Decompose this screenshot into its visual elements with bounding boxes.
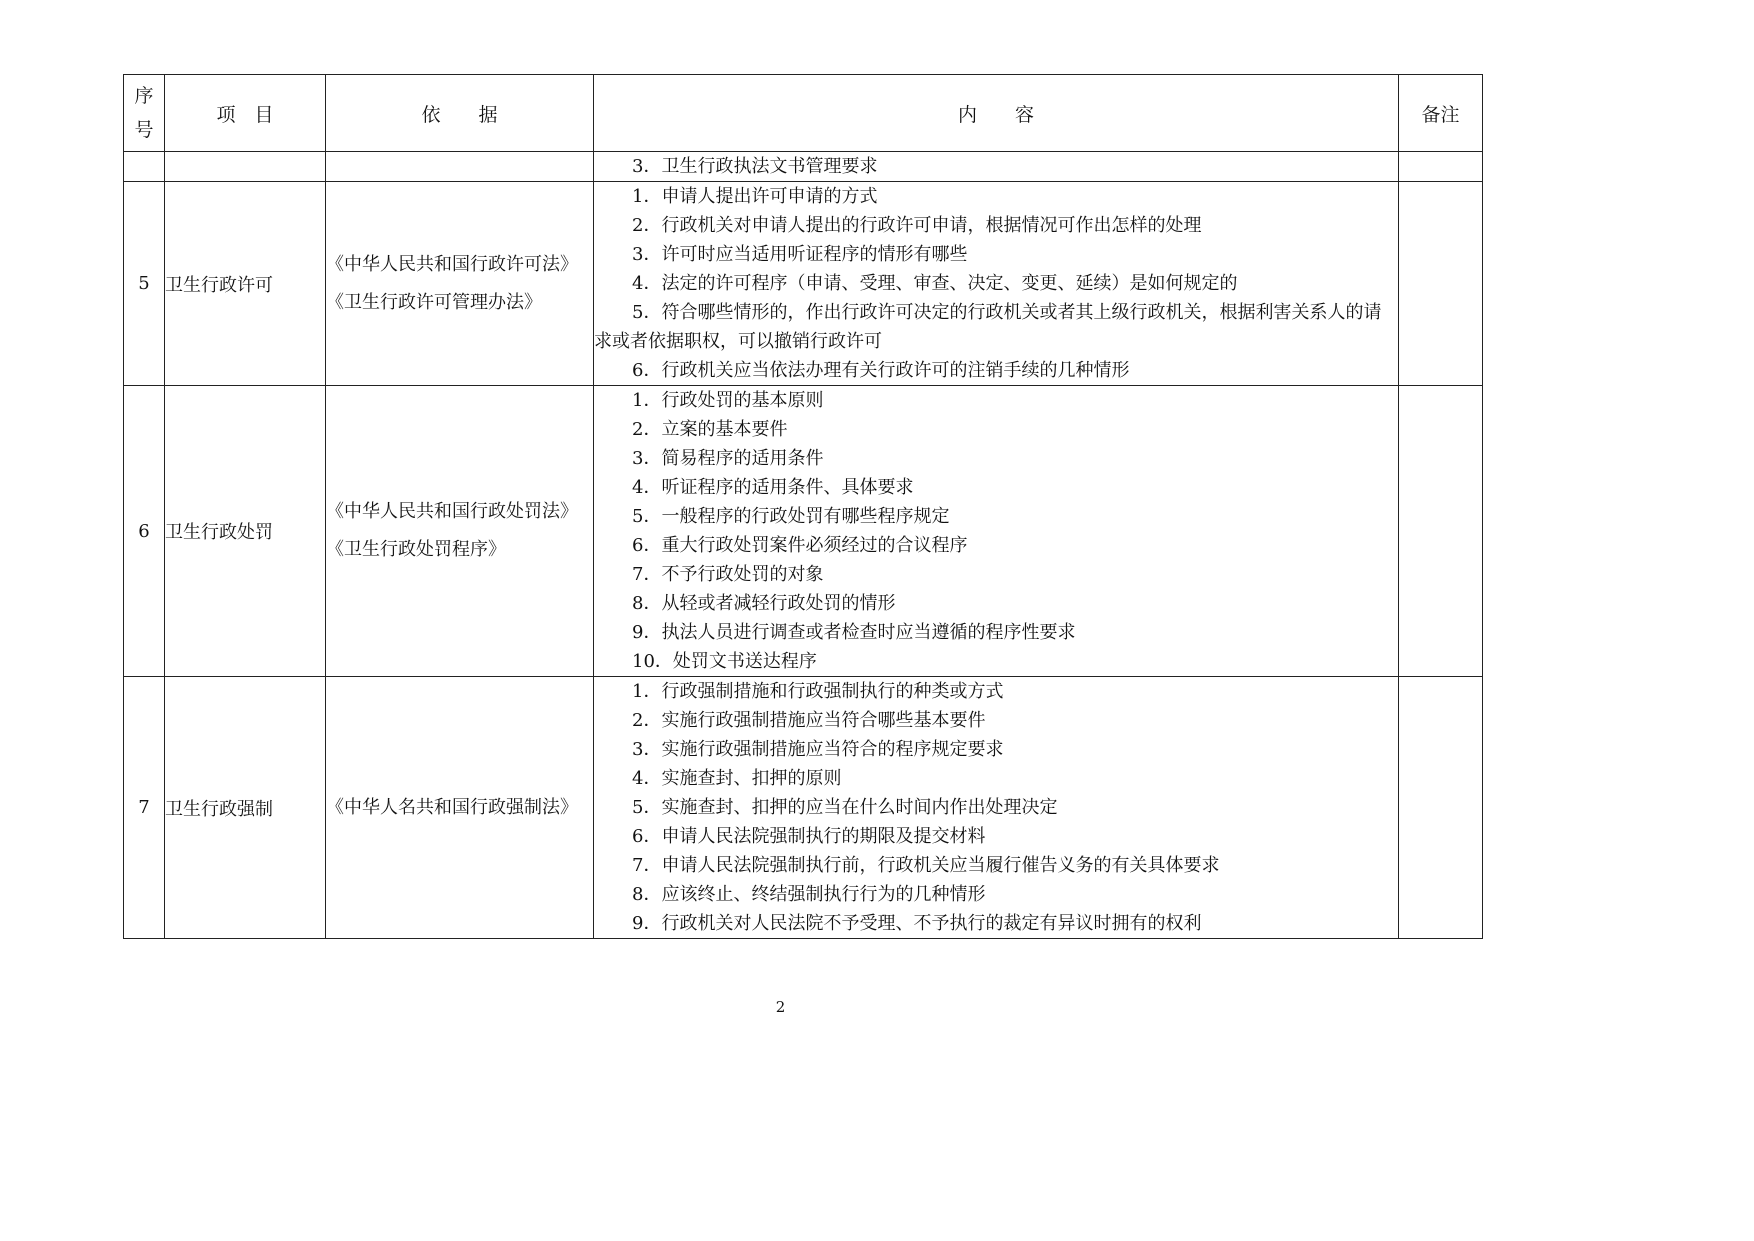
content-line: 10．处罚文书送达程序	[632, 651, 817, 672]
content-line: 7．不予行政处罚的对象	[632, 564, 824, 585]
content-line: 7．申请人民法院强制执行前，行政机关应当履行催告义务的有关具体要求	[632, 855, 1220, 876]
content-line: 5．符合哪些情形的，作出行政许可决定的行政机关或者其上级行政机关，根据利害关系人的请求或者依据职权，可以撤销行政许可	[594, 302, 1382, 352]
table-row	[124, 386, 1483, 677]
row-basis	[326, 182, 594, 386]
basis-line: 《卫生行政处罚程序》	[326, 539, 506, 560]
continuation-row	[124, 152, 1483, 182]
content-line: 8．从轻或者减轻行政处罚的情形	[632, 593, 896, 614]
content-line: 1．行政处罚的基本原则	[632, 390, 824, 411]
row-seq: 5	[124, 182, 165, 386]
content-line: 8．应该终止、终结强制执行行为的几种情形	[632, 884, 986, 905]
continuation-basis	[326, 152, 594, 182]
row-content	[594, 182, 1399, 386]
page-number: 2	[775, 998, 786, 1016]
content-line: 9．行政机关对人民法院不予受理、不予执行的裁定有异议时拥有的权利	[632, 913, 1202, 934]
content-line: 2．行政机关对申请人提出的行政许可申请，根据情况可作出怎样的处理	[632, 215, 1202, 236]
content-line: 5．一般程序的行政处罚有哪些程序规定	[632, 506, 950, 527]
content-line: 4．听证程序的适用条件、具体要求	[632, 477, 914, 498]
row-seq: 6	[124, 386, 165, 677]
header-item: 项 目	[165, 75, 326, 152]
row-seq: 7	[124, 677, 165, 939]
header-note: 备注	[1399, 75, 1483, 152]
continuation-content	[594, 152, 1399, 182]
basis-line: 《卫生行政许可管理办法》	[326, 291, 542, 313]
content-line: 1．行政强制措施和行政强制执行的种类或方式	[632, 681, 1004, 702]
content-line: 5．实施查封、扣押的应当在什么时间内作出处理决定	[632, 797, 1058, 818]
basis-line: 《中华人民共和国行政许可法》	[326, 253, 578, 275]
row-note	[1399, 677, 1483, 939]
content-line: 3．实施行政强制措施应当符合的程序规定要求	[632, 739, 1004, 760]
row-item: 卫生行政许可	[165, 182, 326, 386]
continuation-note	[1399, 152, 1483, 182]
basis-line: 《中华人名共和国行政强制法》	[326, 796, 578, 818]
header-content: 内 容	[594, 75, 1399, 152]
header-basis: 依 据	[326, 75, 594, 152]
row-content	[594, 386, 1399, 677]
content-line: 3．许可时应当适用听证程序的情形有哪些	[632, 244, 968, 265]
table-row	[124, 677, 1483, 939]
continuation-seq	[124, 152, 165, 182]
content-line: 6．申请人民法院强制执行的期限及提交材料	[632, 826, 986, 847]
header-row	[124, 75, 1483, 152]
table-body	[124, 152, 1483, 939]
content-line: 4．法定的许可程序（申请、受理、审查、决定、变更、延续）是如何规定的	[632, 273, 1238, 294]
regulation-table	[123, 74, 1483, 939]
content-line: 9．执法人员进行调查或者检查时应当遵循的程序性要求	[632, 622, 1076, 643]
content-line: 3．卫生行政执法文书管理要求	[632, 156, 878, 177]
content-line: 4．实施查封、扣押的原则	[632, 768, 842, 789]
header-seq-label: 序 号	[134, 85, 154, 141]
basis-line: 《中华人民共和国行政处罚法》	[326, 501, 578, 522]
row-note	[1399, 182, 1483, 386]
row-content	[594, 677, 1399, 939]
content-line: 6．重大行政处罚案件必须经过的合议程序	[632, 535, 968, 556]
row-basis	[326, 386, 594, 677]
content-line: 1．申请人提出许可申请的方式	[632, 186, 878, 207]
row-item: 卫生行政强制	[165, 677, 326, 939]
row-note	[1399, 386, 1483, 677]
content-line: 6．行政机关应当依法办理有关行政许可的注销手续的几种情形	[632, 360, 1130, 381]
content-line: 2．立案的基本要件	[632, 419, 788, 440]
header-seq	[124, 75, 165, 152]
content-line: 3．简易程序的适用条件	[632, 448, 824, 469]
continuation-item	[165, 152, 326, 182]
content-line: 2．实施行政强制措施应当符合哪些基本要件	[632, 710, 986, 731]
row-basis	[326, 677, 594, 939]
row-item: 卫生行政处罚	[165, 386, 326, 677]
table-row	[124, 182, 1483, 386]
